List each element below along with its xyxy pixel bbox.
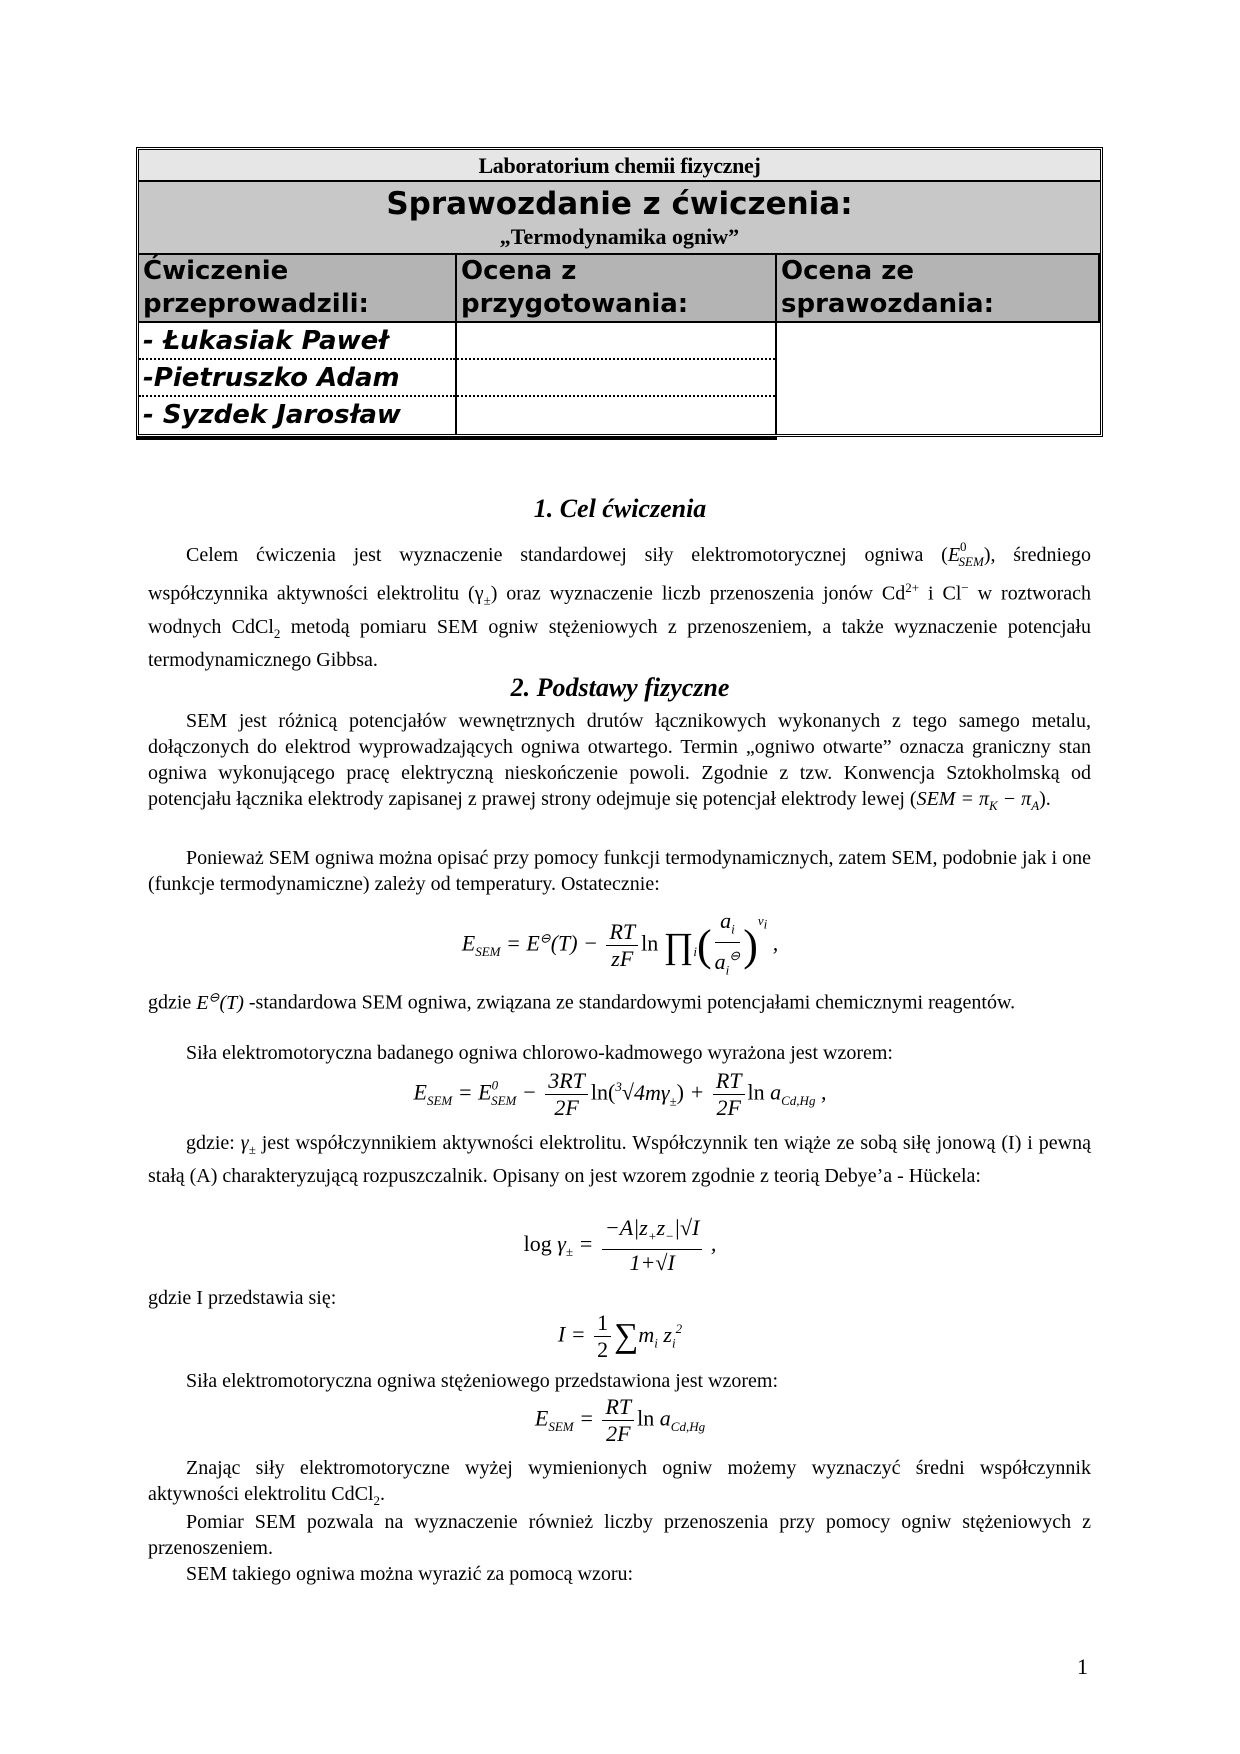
paragraph-ionic-strength: gdzie I przedstawia się: — [148, 1287, 337, 1309]
lab-name: Laboratorium chemii fizycznej — [139, 150, 1100, 182]
report-title: Sprawozdanie z ćwiczenia: — [386, 186, 853, 222]
column-header-participants: Ćwiczenie przeprowadzili: — [139, 255, 457, 323]
column-header-preparation-grade: Ocena z przygotowania: — [457, 255, 777, 323]
report-topic: „Termodynamika ogniw” — [499, 224, 740, 249]
preparation-grade-cell — [457, 323, 775, 360]
formula-concentration-cell: $E_{SEM}$ = $\frac{RT}{2F}$ $\ln a_{Cd,Hg}$ — [534, 1394, 706, 1446]
column-header-report-grade: Ocena ze sprawozdania: — [777, 255, 1100, 323]
paragraph-chloride-cadmium: Siła elektromotoryczna badanego ogniwa chlorowo-kadmowego wyrażona jest wzorem: — [186, 1042, 893, 1064]
preparation-grade-cell — [457, 360, 775, 397]
report-header-table — [136, 147, 1103, 437]
paragraph-sem-expression: SEM takiego ogniwa można wyrazić za pomocą wzoru: — [186, 1563, 634, 1585]
paragraph-temperature: Ponieważ SEM ogniwa można opisać przy pomocy funkcji termodynamicznych, zatem SEM, podobnie jak i one (funkcje termodynamiczne) zależy od temperatury. Ostatecznie: — [148, 847, 1091, 895]
section-title-podstawy: 2. Podstawy fizyczne — [510, 673, 730, 702]
preparation-grades — [457, 323, 777, 434]
table-underline-divider — [136, 437, 777, 440]
formula-sem-convention: SEM = $\pi_K - \pi_A$ — [916, 788, 1040, 813]
participants-list — [139, 323, 457, 434]
formula-e0-sem: $(E^0_{SEM})$ — [941, 539, 991, 569]
participant-name: - Syzdek Jarosław — [143, 400, 401, 430]
symbol-gamma-pm: $\gamma_\pm$ — [240, 1132, 256, 1157]
participant-name: - Łukasiak Paweł — [139, 323, 455, 360]
report-title-block — [139, 182, 1100, 255]
paragraph-mean-activity: Znając siły elektromotoryczne wyżej wymienionych ogniw możemy wyznaczyć średni współczynnik aktywności elektrolitu CdCl$_2$. — [148, 1457, 1091, 1508]
paragraph-standard-sem: gdzie E⊖(T) -standardowa SEM ogniwa, związana ze standardowymi potencjałami chemicznymi reagentów. — [148, 989, 1016, 1014]
formula-e-theta-t: E⊖(T) — [196, 989, 244, 1014]
section-title-cel: 1. Cel ćwiczenia — [533, 494, 707, 523]
report-grade-cell — [777, 323, 1100, 434]
formula-chloride-cadmium-cell: $E_{SEM} = E^0_{SEM}$ − $\frac{3RT}{2F}$ $\ln(^3√4m\gamma_\pm)$ + $\frac{RT}{2F}$ $\ln a_{Cd,Hg}$ , — [413, 1068, 827, 1120]
formula-ionic-strength: I = $\frac{1}{2}$ $\sum m_i$ $z_i^2$ — [557, 1310, 683, 1362]
participants-grid — [139, 255, 1100, 434]
participant-name: -Pietruszko Adam — [139, 360, 455, 397]
paragraph-transference: Pomiar SEM pozwala na wyznaczenie również liczby przenoszenia przy pomocy ogniw stężeniowych z przenoszeniem. — [148, 1511, 1091, 1559]
paragraph-concentration-cell: Siła elektromotoryczna ogniwa stężeniowego przedstawiona jest wzorem: — [186, 1370, 779, 1392]
paragraph-cel: Celem ćwiczenia jest wyznaczenie standardowej siły elektromotorycznej ogniwa $(E^0_{SEM})$, średniego współczynnika aktywności elektrolitu $(\gamma_\pm)$ oraz wyznaczenie liczb przenoszenia jonów $Cd^{2+}$ i Cl− w roztworach wodnych CdCl$_2$ metodą pomiaru SEM ogniw stężeniowych z przenoszeniem, a także wyznaczenie potencjału termodynamicznego Gibbsa. — [148, 539, 1092, 671]
formula-debye-huckel: $\log \gamma_\pm$ = $\frac{-A|z_+z_-|√I}{1+√I}$ , — [523, 1215, 717, 1276]
paragraph-sem-definition: SEM jest różnicą potencjałów wewnętrznych drutów łącznikowych wykonanych z tego samego metalu, dołączonych do elektrod wyprowadzających ogniwa otwartego. Termin „ogniwo otwarte” oznacza graniczny stan ogniwa wykonującego pracę elektryczną nieskończenie powoli. Zgodnie z tzw. Konwencja Sztokholmską od potencjału łącznika elektrody zapisanej z prawej strony odejmuje się potencjał elektrody lewej $(SEM = \pi_K - \pi_A)$. — [148, 710, 1091, 813]
preparation-grade-cell — [457, 397, 775, 434]
formula-nernst: $E_{SEM} = E^⊖(T)$ − $\frac{RT}{zF}$ $\ln \prod_i$( $\frac{a_i}{a_i^⊖}$ )$^{\nu_i}$ , — [461, 908, 779, 978]
paragraph-activity-coefficient: gdzie: $\gamma_\pm$ jest współczynnikiem aktywności elektrolitu. Współczynnik ten wiąże ze sobą siłę jonową (I) i pewną stałą (A) charakteryzującą rozpuszczalnik. Opisany on jest wzorem zgodnie z teorią Debye’a - Hückela: — [148, 1132, 1091, 1187]
page-number: 1 — [1077, 1654, 1088, 1679]
